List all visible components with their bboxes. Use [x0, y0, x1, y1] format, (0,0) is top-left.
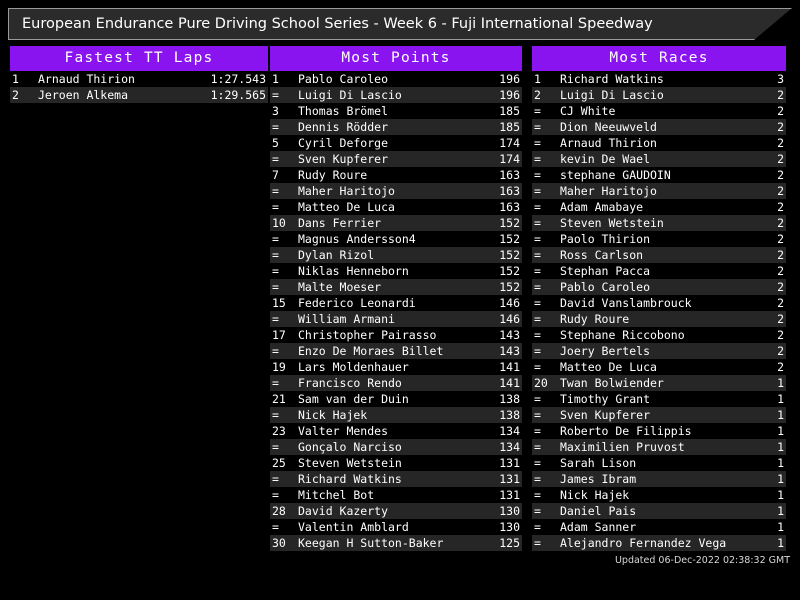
row-driver-name: Alejandro Fernandez Vega — [560, 536, 727, 550]
table-row — [270, 311, 522, 327]
row-driver-name: Jeroen Alkema — [38, 88, 129, 102]
row-driver-name: Stephan Pacca — [560, 264, 651, 278]
row-position: 5 — [272, 136, 279, 150]
row-driver-name: Timothy Grant — [560, 392, 651, 406]
table-row — [270, 455, 522, 471]
row-position: 21 — [272, 392, 286, 406]
table-row — [270, 71, 522, 87]
row-value: 185 — [499, 120, 520, 134]
table-row — [270, 407, 522, 423]
row-driver-name: David Vanslambrouck — [560, 296, 692, 310]
row-position: 25 — [272, 456, 286, 470]
table-row — [532, 471, 786, 487]
row-driver-name: Valter Mendes — [298, 424, 389, 438]
row-value: 1 — [777, 440, 784, 454]
table-row — [532, 119, 786, 135]
row-driver-name: Richard Watkins — [560, 72, 664, 86]
column-fastest-tt-laps — [10, 46, 268, 103]
table-row — [532, 135, 786, 151]
row-driver-name: Steven Wetstein — [560, 216, 664, 230]
row-position: = — [272, 200, 279, 214]
row-value: 1 — [777, 520, 784, 534]
row-position: 7 — [272, 168, 279, 182]
table-row — [270, 151, 522, 167]
row-position: = — [272, 232, 279, 246]
row-value: 2 — [777, 280, 784, 294]
row-value: 2 — [777, 312, 784, 326]
row-value: 1:27.543 — [210, 72, 266, 86]
row-value: 163 — [499, 184, 520, 198]
row-value: 2 — [777, 88, 784, 102]
title-banner — [8, 8, 792, 40]
table-row — [532, 391, 786, 407]
row-position: = — [272, 248, 279, 262]
table-row — [532, 87, 786, 103]
row-driver-name: Dylan Rizol — [298, 248, 375, 262]
row-position: = — [534, 472, 541, 486]
row-position: = — [272, 440, 279, 454]
table-row — [532, 439, 786, 455]
table-row — [270, 503, 522, 519]
row-value: 2 — [777, 184, 784, 198]
table-row — [270, 375, 522, 391]
row-value: 2 — [777, 296, 784, 310]
updated-timestamp: Updated 06-Dec-2022 02:38:32 GMT — [614, 555, 790, 566]
row-position: = — [534, 120, 541, 134]
table-row — [270, 103, 522, 119]
row-position: = — [534, 184, 541, 198]
row-position: 2 — [12, 88, 19, 102]
row-position: = — [272, 312, 279, 326]
table-row — [270, 359, 522, 375]
row-driver-name: Gonçalo Narciso — [298, 440, 402, 454]
row-position: = — [272, 376, 279, 390]
row-driver-name: Pablo Caroleo — [298, 72, 389, 86]
row-driver-name: CJ White — [560, 104, 616, 118]
row-position: = — [534, 440, 541, 454]
row-value: 163 — [499, 168, 520, 182]
row-value: 2 — [777, 344, 784, 358]
row-driver-name: Ross Carlson — [560, 248, 644, 262]
row-driver-name: Federico Leonardi — [298, 296, 416, 310]
row-driver-name: kevin De Wael — [560, 152, 651, 166]
row-driver-name: Steven Wetstein — [298, 456, 402, 470]
row-value: 131 — [499, 488, 520, 502]
row-position: = — [272, 408, 279, 422]
table-row — [270, 87, 522, 103]
table-row — [532, 535, 786, 551]
table-row — [270, 343, 522, 359]
row-value: 174 — [499, 136, 520, 150]
table-row — [270, 295, 522, 311]
row-driver-name: Mitchel Bot — [298, 488, 375, 502]
row-driver-name: Matteo De Luca — [560, 360, 657, 374]
row-position: = — [534, 488, 541, 502]
row-driver-name: Sarah Lison — [560, 456, 637, 470]
table-row — [270, 135, 522, 151]
row-driver-name: Twan Bolwiender — [560, 376, 664, 390]
row-position: = — [534, 136, 541, 150]
row-position: = — [534, 168, 541, 182]
row-value: 2 — [777, 136, 784, 150]
row-value: 134 — [499, 424, 520, 438]
table-row — [532, 199, 786, 215]
row-value: 146 — [499, 296, 520, 310]
table-row — [532, 343, 786, 359]
row-driver-name: Christopher Pairasso — [298, 328, 437, 342]
row-driver-name: Dion Neeuwveld — [560, 120, 657, 134]
row-driver-name: Arnaud Thirion — [38, 72, 135, 86]
row-position: = — [534, 392, 541, 406]
row-position: = — [534, 312, 541, 326]
row-value: 143 — [499, 344, 520, 358]
row-position: = — [534, 408, 541, 422]
row-driver-name: Paolo Thirion — [560, 232, 651, 246]
row-value: 1 — [777, 392, 784, 406]
row-driver-name: stephane GAUDOIN — [560, 168, 671, 182]
row-driver-name: Nick Hajek — [298, 408, 368, 422]
row-driver-name: Sam van der Duin — [298, 392, 409, 406]
table-row — [532, 167, 786, 183]
table-row — [532, 295, 786, 311]
row-driver-name: Cyril Deforge — [298, 136, 389, 150]
row-value: 1 — [777, 536, 784, 550]
table-row — [532, 231, 786, 247]
row-driver-name: Maher Haritojo — [298, 184, 395, 198]
row-value: 152 — [499, 232, 520, 246]
row-position: 20 — [534, 376, 548, 390]
row-driver-name: Dennis Rödder — [298, 120, 389, 134]
table-row — [270, 391, 522, 407]
row-position: = — [534, 360, 541, 374]
row-value: 141 — [499, 360, 520, 374]
row-driver-name: David Kazerty — [298, 504, 389, 518]
table-row — [10, 71, 268, 87]
row-value: 196 — [499, 72, 520, 86]
row-position: = — [272, 88, 279, 102]
row-driver-name: Matteo De Luca — [298, 200, 395, 214]
row-position: = — [534, 296, 541, 310]
table-row — [532, 71, 786, 87]
row-value: 2 — [777, 152, 784, 166]
row-position: = — [534, 344, 541, 358]
table-row — [270, 199, 522, 215]
row-value: 143 — [499, 328, 520, 342]
row-driver-name: Niklas Henneborn — [298, 264, 409, 278]
row-value: 138 — [499, 408, 520, 422]
row-driver-name: Enzo De Moraes Billet — [298, 344, 444, 358]
row-driver-name: Richard Watkins — [298, 472, 402, 486]
table-row — [532, 375, 786, 391]
row-value: 2 — [777, 104, 784, 118]
row-value: 131 — [499, 472, 520, 486]
table-row — [270, 327, 522, 343]
row-position: = — [272, 344, 279, 358]
row-position: 3 — [272, 104, 279, 118]
row-value: 152 — [499, 248, 520, 262]
table-row — [532, 359, 786, 375]
table-body-most-points — [270, 71, 522, 551]
row-driver-name: Magnus Andersson4 — [298, 232, 416, 246]
row-value: 1 — [777, 408, 784, 422]
row-value: 1 — [777, 472, 784, 486]
row-value: 134 — [499, 440, 520, 454]
table-row — [270, 423, 522, 439]
row-position: = — [534, 424, 541, 438]
table-row — [270, 535, 522, 551]
row-value: 1 — [777, 504, 784, 518]
row-position: = — [534, 232, 541, 246]
table-row — [532, 247, 786, 263]
row-driver-name: Adam Amabaye — [560, 200, 644, 214]
row-value: 131 — [499, 456, 520, 470]
column-title-most-points: Most Points — [270, 46, 522, 71]
table-row — [532, 311, 786, 327]
row-driver-name: Maher Haritojo — [560, 184, 657, 198]
row-value: 152 — [499, 280, 520, 294]
table-row — [532, 455, 786, 471]
table-row — [532, 263, 786, 279]
row-position: = — [534, 200, 541, 214]
row-position: 1 — [12, 72, 19, 86]
row-position: = — [272, 184, 279, 198]
row-value: 1 — [777, 488, 784, 502]
page-title: European Endurance Pure Driving School Series - Week 6 - Fuji International Speedway — [22, 16, 653, 32]
table-most-points — [270, 71, 522, 551]
row-position: = — [534, 520, 541, 534]
table-row — [270, 439, 522, 455]
row-position: = — [272, 280, 279, 294]
row-position: 19 — [272, 360, 286, 374]
row-position: = — [534, 280, 541, 294]
row-driver-name: Francisco Rendo — [298, 376, 402, 390]
table-row — [532, 327, 786, 343]
row-position: = — [534, 248, 541, 262]
table-row — [532, 519, 786, 535]
column-title-fastest-tt-laps: Fastest TT Laps — [10, 46, 268, 71]
table-row — [532, 183, 786, 199]
row-value: 130 — [499, 504, 520, 518]
row-driver-name: Sven Kupferer — [298, 152, 389, 166]
row-value: 185 — [499, 104, 520, 118]
table-row — [270, 487, 522, 503]
table-row — [532, 151, 786, 167]
row-value: 125 — [499, 536, 520, 550]
table-row — [270, 167, 522, 183]
row-value: 2 — [777, 360, 784, 374]
row-driver-name: Sven Kupferer — [560, 408, 651, 422]
row-value: 146 — [499, 312, 520, 326]
row-position: 15 — [272, 296, 286, 310]
row-value: 152 — [499, 216, 520, 230]
row-value: 141 — [499, 376, 520, 390]
row-driver-name: James Ibram — [560, 472, 637, 486]
table-row — [10, 87, 268, 103]
row-position: 1 — [534, 72, 541, 86]
table-row — [532, 487, 786, 503]
row-driver-name: Daniel Pais — [560, 504, 637, 518]
row-driver-name: Luigi Di Lascio — [560, 88, 664, 102]
table-body-most-races — [532, 71, 786, 551]
row-value: 163 — [499, 200, 520, 214]
table-row — [270, 471, 522, 487]
table-row — [270, 279, 522, 295]
row-position: = — [534, 104, 541, 118]
row-value: 1:29.565 — [210, 88, 266, 102]
table-body-fastest-tt-laps — [10, 71, 268, 103]
column-title-most-races: Most Races — [532, 46, 786, 71]
row-driver-name: Valentin Amblard — [298, 520, 409, 534]
table-row — [270, 519, 522, 535]
table-row — [270, 119, 522, 135]
row-position: = — [272, 120, 279, 134]
row-value: 130 — [499, 520, 520, 534]
row-value: 2 — [777, 232, 784, 246]
row-driver-name: Arnaud Thirion — [560, 136, 657, 150]
row-value: 1 — [777, 376, 784, 390]
row-position: 2 — [534, 88, 541, 102]
row-driver-name: Maximilien Pruvost — [560, 440, 685, 454]
table-fastest-tt-laps — [10, 71, 268, 103]
row-position: 17 — [272, 328, 286, 342]
row-driver-name: Rudy Roure — [560, 312, 630, 326]
row-position: = — [534, 456, 541, 470]
row-driver-name: Dans Ferrier — [298, 216, 382, 230]
row-position: 10 — [272, 216, 286, 230]
row-value: 1 — [777, 456, 784, 470]
row-value: 2 — [777, 248, 784, 262]
row-driver-name: Lars Moldenhauer — [298, 360, 409, 374]
table-row — [270, 183, 522, 199]
row-driver-name: Nick Hajek — [560, 488, 630, 502]
row-driver-name: Joery Bertels — [560, 344, 651, 358]
table-row — [532, 103, 786, 119]
table-row — [532, 279, 786, 295]
row-value: 196 — [499, 88, 520, 102]
row-position: 28 — [272, 504, 286, 518]
row-value: 2 — [777, 120, 784, 134]
row-position: = — [272, 488, 279, 502]
row-value: 2 — [777, 264, 784, 278]
table-row — [532, 503, 786, 519]
row-driver-name: Luigi Di Lascio — [298, 88, 402, 102]
table-row — [270, 247, 522, 263]
column-most-points — [270, 46, 522, 551]
table-row — [270, 215, 522, 231]
row-position: = — [534, 536, 541, 550]
row-value: 174 — [499, 152, 520, 166]
row-driver-name: Rudy Roure — [298, 168, 368, 182]
row-position: 30 — [272, 536, 286, 550]
row-value: 3 — [777, 72, 784, 86]
row-position: = — [272, 264, 279, 278]
column-most-races — [532, 46, 786, 551]
row-driver-name: Malte Moeser — [298, 280, 382, 294]
row-driver-name: Pablo Caroleo — [560, 280, 651, 294]
row-position: = — [534, 328, 541, 342]
table-row — [270, 231, 522, 247]
row-value: 1 — [777, 424, 784, 438]
row-driver-name: Thomas Brömel — [298, 104, 389, 118]
row-value: 2 — [777, 168, 784, 182]
table-row — [532, 407, 786, 423]
row-driver-name: William Armani — [298, 312, 395, 326]
row-driver-name: Adam Sanner — [560, 520, 637, 534]
row-value: 2 — [777, 216, 784, 230]
row-value: 2 — [777, 328, 784, 342]
row-position: = — [272, 152, 279, 166]
row-driver-name: Stephane Riccobono — [560, 328, 685, 342]
row-position: = — [272, 472, 279, 486]
row-position: 23 — [272, 424, 286, 438]
row-position: = — [534, 264, 541, 278]
table-row — [532, 423, 786, 439]
row-driver-name: Keegan H Sutton-Baker — [298, 536, 444, 550]
table-most-races — [532, 71, 786, 551]
row-value: 152 — [499, 264, 520, 278]
row-value: 2 — [777, 200, 784, 214]
row-position: = — [534, 504, 541, 518]
row-driver-name: Roberto De Filippis — [560, 424, 692, 438]
table-row — [270, 263, 522, 279]
row-position: = — [534, 152, 541, 166]
row-position: 1 — [272, 72, 279, 86]
row-position: = — [272, 520, 279, 534]
row-value: 138 — [499, 392, 520, 406]
table-row — [532, 215, 786, 231]
row-position: = — [534, 216, 541, 230]
